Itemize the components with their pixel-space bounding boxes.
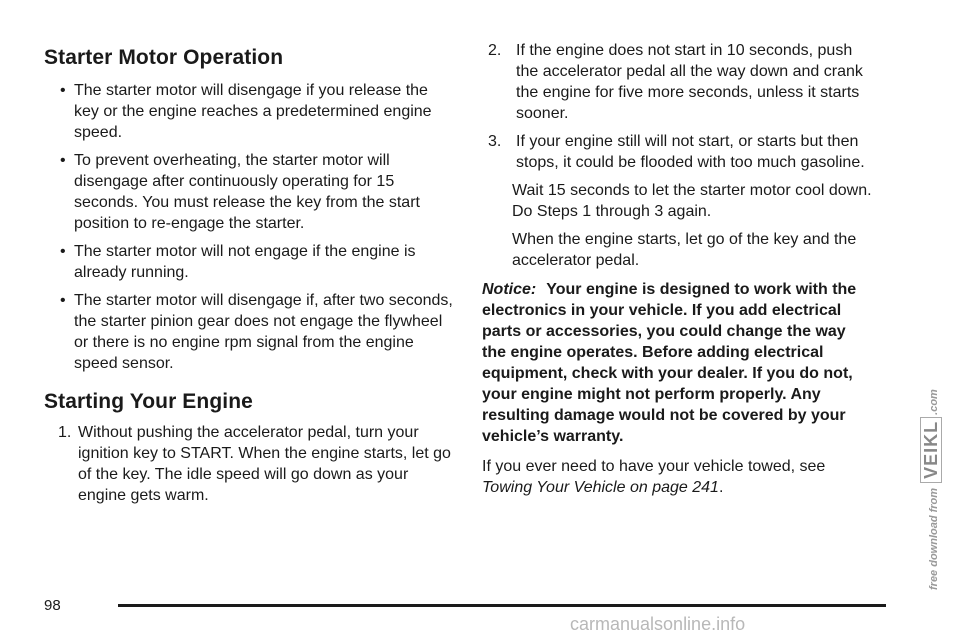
heading-starter-motor-operation: Starter Motor Operation	[44, 46, 284, 69]
step-text: If the engine does not start in 10 seconds, push the accelerator pedal all the way down and crank the engine for five more seconds, unless it starts sooner.	[516, 42, 863, 122]
bullet-icon: •	[60, 292, 66, 309]
towing-cross-reference-link[interactable]: Towing Your Vehicle on page 241	[482, 479, 719, 496]
step-item	[482, 131, 874, 173]
left-column	[44, 40, 456, 513]
bullet-text: The starter motor will disengage if, after two seconds, the starter pinion gear does not engage the flywheel or there is no engine rpm signal from the engine speed sensor.	[74, 292, 453, 372]
bullet-text: To prevent overheating, the starter motor will disengage after continuously operating for 15 seconds. You must release the key from the start position to re-engage the starter.	[74, 152, 420, 232]
bullet-item	[44, 150, 456, 234]
bullet-item	[44, 80, 456, 143]
heading-starting-your-engine: Starting Your Engine	[44, 390, 253, 413]
step-number: 2.	[488, 42, 502, 59]
tow-text: If you ever need to have your vehicle towed, see	[482, 458, 826, 475]
engine-starts-paragraph: When the engine starts, let go of the key and the accelerator pedal.	[512, 231, 857, 269]
starter-bullet-list	[44, 80, 456, 374]
bullet-icon: •	[60, 152, 66, 169]
steps-list-right	[482, 40, 874, 173]
steps-list-left	[44, 422, 456, 506]
footer-divider	[118, 604, 886, 607]
step-text: Without pushing the accelerator pedal, turn your ignition key to START. When the engine starts, let go of the key. The idle speed will go down as your engine gets warm.	[78, 424, 451, 504]
bullet-item	[44, 241, 456, 283]
wait-paragraph: Wait 15 seconds to let the starter motor cool down. Do Steps 1 through 3 again.	[512, 182, 872, 220]
bullet-icon: •	[60, 82, 66, 99]
bullet-text: The starter motor will disengage if you release the key or the engine reaches a predetermined engine speed.	[74, 82, 432, 141]
step-number: 3.	[488, 133, 502, 150]
side-watermark	[920, 389, 960, 590]
bullet-text: The starter motor will not engage if the engine is already running.	[74, 243, 416, 281]
bullet-item	[44, 290, 456, 374]
notice-paragraph	[482, 279, 874, 447]
notice-label: Notice:	[482, 281, 537, 298]
site-watermark: carmanualsonline.info	[570, 614, 746, 634]
watermark-prefix: free download from	[928, 484, 940, 590]
step-number: 1.	[58, 424, 72, 441]
page-number: 98	[44, 597, 61, 614]
step-item	[44, 422, 456, 506]
watermark-suffix: .com	[928, 389, 940, 415]
tow-end: .	[718, 479, 724, 496]
notice-text: Your engine is designed to work with the electronics in your vehicle. If you add electrical parts or accessories, you could change the way the engine operates. Before adding electrical equipment, check with your dealer. If you do not, your engine might not perform properly. Any resulting damage would not be covered by your vehicle’s warranty.	[482, 281, 857, 445]
step-item	[482, 40, 874, 124]
step-text: If your engine still will not start, or starts but then stops, it could be flooded with too much gasoline.	[516, 133, 865, 171]
tow-paragraph	[482, 456, 874, 498]
watermark-brand-logo: VEIKL	[920, 417, 942, 483]
bullet-icon: •	[60, 243, 66, 260]
right-column	[482, 40, 874, 505]
